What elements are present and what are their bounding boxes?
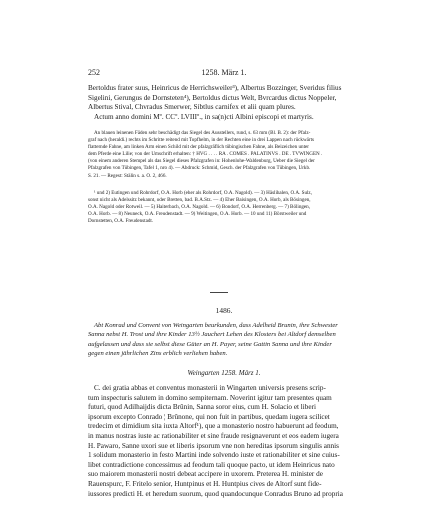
footnote-line: Dornstetten, O.A. Freudenstadt.: [88, 218, 154, 225]
footnote-line: sonst nicht als Adelssitz bekannt, oder Bretten, bad. B.A.Stz. — 4) Eher Baisingen, O.A. Horb, als Bösingen,: [88, 197, 311, 204]
charter-line: tredecim et dimidium sita iuxta Altorf¹), que a monasterio nostro habuerunt ad feodum,: [88, 422, 339, 431]
seal-notes: [88, 130, 360, 184]
body-top: [88, 84, 360, 122]
document-number: 1486.: [215, 306, 233, 315]
note-line: dem Pferde eine Lilie; von der Umschrift erhalten: † HVG . . . . RA . COMES . PALATINVS . DE . TVWINGEN .: [88, 151, 323, 158]
charter-line: futuri, quod Adilhaijdis dicta Brûnin, Sanna soror eius, cum H. Solacio et liberi: [88, 403, 316, 412]
body-top-line: Albertus Stival, Chvradus Smerwer, Sibtlus carnifex et alii quam plures.: [88, 103, 296, 112]
page-number: 252: [88, 68, 100, 77]
charter-line: ipsorum excepto Conrado ¦ Brûnone, qui non fuit in partibus, quedam iugera scilicet: [88, 412, 330, 421]
charter-line: suo maiorem monasterii nostri debeat accipere in uxorem. Preterea H. minister de: [88, 470, 323, 479]
body-top-line: Bertoldus frater suus, Heinricus de Herrichsweiler³), Albertus Bozzinger, Sveridus filius: [88, 84, 342, 92]
footnote-line: O.A. Horb. — 8) Neuneck, O.A. Freudenstadt. — 9) Weitingen, O.A. Horb. — 10 und 11) Börstweiler und: [88, 211, 307, 218]
charter-line: in manus nostras iuste ac rationabiliter et sine fraude resignaverunt et eos eadem iugera: [88, 431, 339, 440]
running-title: 1258. März 1.: [201, 68, 247, 77]
charter-text: [88, 384, 360, 499]
regest: [88, 321, 360, 359]
note-line: graf nach (heraldi.) rechts im Schritte reitend mit Topfhelm, in der Rechten eine in drei Lappen nach rückwärts: [88, 137, 314, 144]
footnote-line: ¹ und 2) Eutingen und Rohrdorf, O.A. Horb (eher als Rohrdorf, O.A. Nagold). — 3) Häslihalen, O.A. Sulz,: [94, 190, 312, 196]
footnote-line: O.A. Nagold oder Rotweil. — 5) Haiterbach, O.A. Nagold. — 6) Bondorf, O.A. Herrenberg. — 7) Bölingen,: [88, 204, 311, 211]
note-line: An blauen leinenen Fäden sehr beschädigt das Siegel des Ausstellers, rund, s. 63 mm (Bl. B. 2): der Pfalz-: [94, 130, 311, 136]
body-top-line: Actum anno domini Mº. CCº. LVIIIº., in sa(n)cti Albini episcopi et martyris.: [94, 112, 314, 121]
charter-line: C. dei gratia abbas et conventus monasterii in Wingarten universis presens scrip-: [94, 384, 326, 392]
charter-line: Rauenspurc, F. Fritelo senior, Huntpinus et H. Huntpius cives de Altorf sunt fide-: [88, 479, 322, 488]
note-line: S. 21. — Regest: Stälin s. a. O. 2, 466.: [88, 172, 167, 179]
charter-line: H. Pawaro, Sanne uxori sue et liberis ipsorum vne non hereditas ipsorum singulis annis: [88, 441, 339, 450]
section-divider: [210, 292, 228, 293]
body-top-line: Sigelini, Gerungus de Dornsteten⁴), Bertoldus dictus Welt, Bvrcardus dictus Noppeler,: [88, 93, 337, 102]
charter-line: 1 solidum monasterio in festo Martini inde solvendo iuste et rationabiliter et sine cuius-: [88, 451, 340, 460]
regest-line: aufgelassen und dass sie selbst diese Güter an H. Payer, seine Gattin Sanna und ihre Kinder: [88, 340, 332, 348]
regest-line: gegen einen jährlichen Zins erblich verliehen haben.: [88, 350, 228, 358]
regest-line: Abt Konrad und Convent von Weingarten beurkunden, dass Adelheid Brunin, ihre Schwester: [94, 322, 338, 329]
charter-line: iussores predicti H. et heredum suorum, quod quandocunque Conradus Bruno ad propria: [88, 489, 343, 498]
dateline: Weingarten 1258. März 1.: [187, 369, 261, 377]
note-line: (von einem anderen Stempel als das Siegel dieses Pfalzgrafen in: Hohenlohe-Waldenburg, Ueber die Siegel der: [88, 158, 315, 165]
note-line: flatternde Fahne, am linken Arm einen Schild mit der pfalzgräflich tübingischen Fahne, als Beizeichen unter: [88, 144, 309, 151]
charter-line: libet contradictione concessimus ad feodum tali quoque pacto, ut idem Heinricus nato: [88, 460, 335, 469]
note-line: Pfalzgrafen von Tübingen, Tafel 1, nro 4). — Abdruck: Schmid, Gesch. der Pfalzgrafen von Tübingen, Urkb.: [88, 165, 311, 172]
page-header: [88, 68, 360, 78]
footnotes: [88, 190, 360, 225]
charter-line: tum inspecturis salutem in domino sempiternam. Noverint igitur tam presentes quam: [88, 393, 332, 402]
regest-line: Sanna nebst H. Trost und ihre Kinder 13½ Jauchert Lehen des Klosters bei Altdorf demselben: [88, 331, 336, 339]
